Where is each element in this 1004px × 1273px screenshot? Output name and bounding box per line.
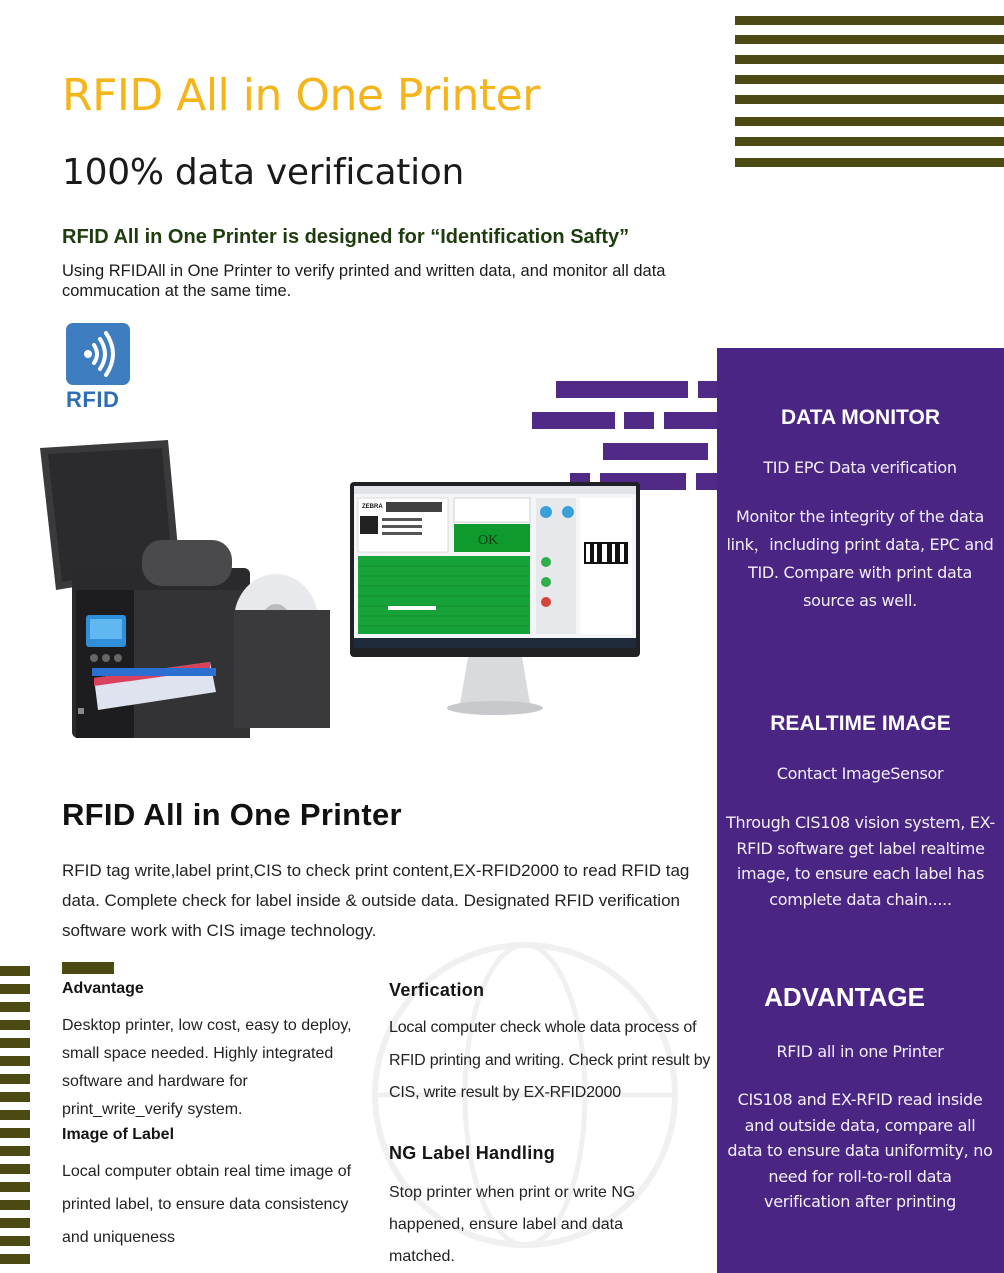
feature-image-heading: Image of Label (62, 1126, 175, 1143)
panel-advantage-sub: RFID all in one Printer (776, 1042, 944, 1061)
section-description: RFID tag write,label print,CIS to check print content,EX-RFID2000 to read RFID tag data. Complete check for label inside & outside data. Designated RFID verification software work with CIS image technology. (62, 861, 690, 940)
feature-advantage-body: Desktop printer, low cost, easy to deploy, small space needed. Highly integrated software and hardware for print_write_verify system. (62, 1017, 352, 1118)
section-heading: RFID All in One Printer (62, 797, 402, 832)
feature-ng-heading: NG Label Handling (389, 1143, 556, 1163)
screen-result: OK (478, 533, 499, 548)
panel-monitor-sub: TID EPC Data verification (763, 458, 957, 477)
verification-monitor-image (350, 482, 640, 718)
panel-image-sub: Contact ImageSensor (776, 764, 944, 783)
feature-verification-heading: Verfication (389, 980, 485, 1000)
panel-advantage-heading: ADVANTAGE (764, 982, 925, 1012)
feature-ng-body: Stop printer when print or write NG happened, ensure label and data matched. (389, 1184, 636, 1265)
panel-advantage-body: CIS108 and EX-RFID read inside and outside data, compare all data to ensure data uniformity, no need for roll-to-roll data verification after printing (727, 1090, 993, 1211)
panel-monitor-heading: DATA MONITOR (780, 406, 941, 429)
panel-image-body: Through CIS108 vision system, EX-RFID software get label realtime image, to ensure each label has complete data chain..... (726, 813, 995, 909)
rfid-logo-label: RFID (66, 387, 120, 412)
panel-monitor-body: Monitor the integrity of the data link，including print data, EPC and TID. Compare with print data source as well. (726, 507, 994, 610)
olive-accent-bar (62, 962, 114, 974)
rfid-logo (66, 323, 130, 385)
rfid-printer-image (38, 440, 330, 738)
panel-image-heading: REALTIME IMAGE (770, 712, 951, 735)
page-subtitle: 100% data verification (62, 152, 465, 193)
intro-text: Using RFIDAll in One Printer to verify printed and written data, and monitor all data commucation at the same time. (62, 262, 666, 300)
feature-verification-body: Local computer check whole data process of RFID printing and writing. Check print result by CIS, write result by EX-RFID2000 (389, 1019, 711, 1101)
rfid-wave-icon (66, 323, 130, 385)
tagline: RFID All in One Printer is designed for “Identification Safty” (62, 226, 630, 248)
screen-brand: ZEBRA (362, 504, 383, 510)
feature-image-body: Local computer obtain real time image of printed label, to ensure data consistency and uniqueness (62, 1163, 352, 1246)
feature-panel (717, 348, 1004, 1273)
page-title: RFID All in One Printer (62, 70, 540, 121)
feature-advantage-heading: Advantage (62, 980, 144, 997)
